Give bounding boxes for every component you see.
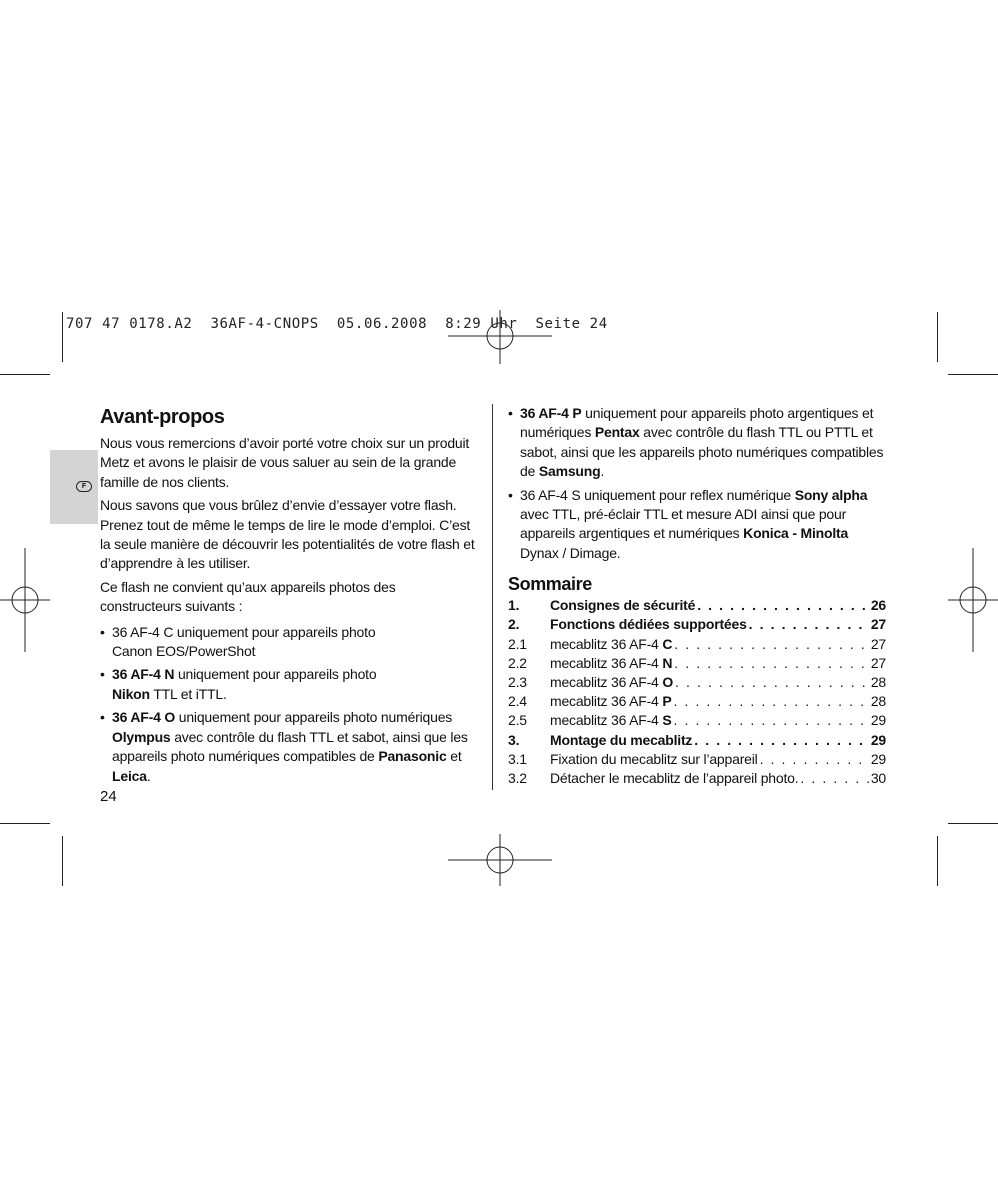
toc-label (550, 615, 747, 634)
brand-pentax: Pentax (594, 424, 640, 441)
toc-entry (508, 731, 886, 750)
toc-number: 2.5 (508, 712, 527, 729)
pentax-text-3: . (600, 463, 605, 480)
list-item-sony (508, 486, 886, 564)
column-right (508, 404, 886, 788)
toc-page-number: 28 (870, 674, 886, 690)
toc-label (550, 750, 758, 769)
toc-label-text: Fixation du mecablitz sur l’appareil (550, 750, 758, 767)
crop-mark-top-left-v (62, 312, 63, 362)
toc-label-text: Montage du mecablitz (550, 731, 693, 748)
toc-label (550, 769, 798, 788)
toc-leader-dots (674, 654, 869, 673)
toc-model-letter: N (662, 654, 673, 671)
toc-label (550, 596, 695, 615)
model-p: 36 AF-4 P (520, 405, 582, 421)
toc-label (550, 731, 692, 750)
olympus-text-4: . (146, 767, 151, 784)
toc-number: 3.1 (508, 750, 527, 767)
toc-model-letter: O (662, 674, 674, 690)
language-tab (50, 450, 98, 524)
toc-label-text: Fonctions dédiées supportées (550, 616, 747, 633)
toc-label-text: mecablitz 36 AF-4 (550, 712, 663, 729)
toc-page-number: 29 (870, 750, 886, 767)
toc-entry (508, 769, 886, 788)
toc-label-text: mecablitz 36 AF-4 (550, 654, 663, 671)
crop-mark-bottom-left-h (0, 823, 50, 824)
list-item-pentax (508, 404, 886, 482)
print-slug: 707 47 0178.A2 36AF-4-CNOPS 05.06.2008 8:29 Uhr Seite 24 (66, 316, 608, 332)
registration-mark-bottom (448, 832, 552, 888)
toc-label (550, 654, 672, 673)
toc-label-text: Détacher le mecablitz de l’appareil photo. (550, 769, 799, 786)
toc-leader-dots (749, 615, 869, 634)
toc-leader-dots (673, 692, 868, 711)
toc-number: 2.2 (508, 654, 527, 671)
pentax-text-1: uniquement pour appareils photo argentiques et numériques (520, 405, 874, 441)
toc-number: 2.4 (508, 693, 527, 710)
brand-konica-minolta: Konica - Minolta (743, 525, 849, 542)
toc-model-letter: S (662, 712, 672, 729)
paragraph-compatibility: Ce flash ne convient qu’aux appareils photos des constructeurs suivants : (100, 578, 396, 615)
toc-label (550, 711, 671, 730)
paragraph-read-manual: Nous savons que vous brûlez d’envie d’essayer votre flash. Prenez tout de même le temps de lire le mode d’emploi. C’est la seule manière de découvrir les potentialités de votre flash et d’apprendre à les utiliser. (100, 497, 475, 572)
model-n: 36 AF-4 N (112, 666, 175, 683)
registration-mark-right (946, 548, 998, 652)
toc-label-text: mecablitz 36 AF-4 (550, 693, 663, 710)
toc-label (550, 673, 673, 692)
toc-label (550, 635, 672, 654)
toc-number: 1. (508, 597, 520, 614)
page-number: 24 (100, 788, 117, 805)
brand-nikon: Nikon (112, 685, 150, 702)
toc-number: 3.2 (508, 769, 527, 786)
canon-text-2: Canon EOS/PowerShot (112, 643, 256, 660)
brand-leica: Leica (112, 767, 147, 784)
language-tab-label: F (76, 481, 92, 492)
list-item-olympus (100, 708, 480, 786)
sony-text-3: Dynax / Dimage. (520, 544, 621, 561)
nikon-text-2: TTL et iTTL. (149, 685, 227, 702)
crop-mark-bottom-left-v (62, 836, 63, 886)
pentax-text-2: avec contrôle du flash TTL ou PTTL et sabot, ainsi que les appareils photo numériques compatibles de (520, 424, 884, 480)
toc-entry (508, 750, 886, 769)
toc-leader-dots (694, 731, 869, 750)
paragraph-thanks: Nous vous remercions d’avoir porté votre choix sur un produit Metz et avons le plaisir de vous saluer au sein de la grande famille de nos clients. (100, 435, 470, 490)
toc-page-number: 28 (870, 693, 886, 710)
toc-leader-dots (674, 635, 869, 654)
toc-page-number: 30 (870, 769, 886, 786)
heading-foreword: Avant-propos (100, 406, 225, 428)
model-o: 36 AF-4 O (112, 709, 176, 726)
toc-number: 2. (508, 616, 520, 633)
crop-mark-bottom-right-h (948, 823, 998, 824)
compatibility-list (100, 623, 480, 786)
toc-entry (508, 615, 886, 634)
toc-leader-dots (675, 673, 869, 692)
toc-entry (508, 692, 886, 711)
list-item-canon (100, 623, 480, 662)
toc-leader-dots (673, 711, 868, 730)
table-of-contents (508, 596, 886, 788)
toc-model-letter: P (662, 693, 672, 710)
olympus-text-3: et (446, 748, 462, 765)
sony-text-1: 36 AF-4 S uniquement pour reflex numérique (520, 486, 795, 503)
toc-page-number: 26 (870, 597, 886, 614)
crop-mark-top-left-h (0, 374, 50, 375)
olympus-text-1: uniquement pour appareils photo numériques (175, 709, 453, 726)
toc-leader-dots (697, 596, 869, 615)
toc-entry (508, 711, 886, 730)
toc-entry (508, 596, 886, 615)
compatibility-list-continued (508, 404, 886, 563)
toc-leader-dots (800, 769, 868, 788)
brand-olympus: Olympus (112, 728, 171, 745)
column-divider (492, 404, 493, 790)
brand-panasonic: Panasonic (378, 748, 447, 765)
sony-text-2: avec TTL, pré-éclair TTL et mesure ADI ainsi que pour appareils argentiques et numériques (520, 506, 847, 542)
toc-entry (508, 654, 886, 673)
brand-sony: Sony alpha (794, 486, 868, 503)
toc-page-number: 27 (870, 654, 886, 671)
canon-text-1: 36 AF-4 C uniquement pour appareils photo (112, 623, 376, 640)
toc-label (550, 692, 671, 711)
crop-mark-top-right-v (937, 312, 938, 362)
crop-mark-bottom-right-v (937, 836, 938, 886)
toc-model-letter: C (662, 635, 673, 652)
heading-contents: Sommaire (508, 574, 592, 595)
toc-label-text: mecablitz 36 AF-4 (550, 674, 663, 690)
toc-entry (508, 673, 886, 692)
registration-mark-top (448, 306, 552, 366)
toc-leader-dots (760, 750, 869, 769)
toc-label-text: mecablitz 36 AF-4 (550, 635, 663, 652)
toc-page-number: 27 (870, 635, 886, 652)
crop-mark-top-right-h (948, 374, 998, 375)
toc-number: 2.1 (508, 635, 527, 652)
toc-label-text: Consignes de sécurité (550, 597, 696, 614)
column-left (100, 404, 480, 790)
toc-page-number: 27 (870, 616, 886, 633)
toc-page-number: 29 (870, 712, 886, 729)
brand-samsung: Samsung (538, 463, 601, 480)
toc-number: 2.3 (508, 674, 527, 690)
registration-mark-left (0, 548, 52, 652)
toc-number: 3. (508, 731, 520, 748)
toc-entry (508, 635, 886, 654)
nikon-text-1: uniquement pour appareils photo (174, 666, 377, 683)
olympus-text-2: avec contrôle du flash TTL et sabot, ainsi que les appareils photo numériques compatibles de (112, 728, 468, 765)
list-item-nikon (100, 665, 480, 704)
toc-page-number: 29 (870, 731, 886, 748)
